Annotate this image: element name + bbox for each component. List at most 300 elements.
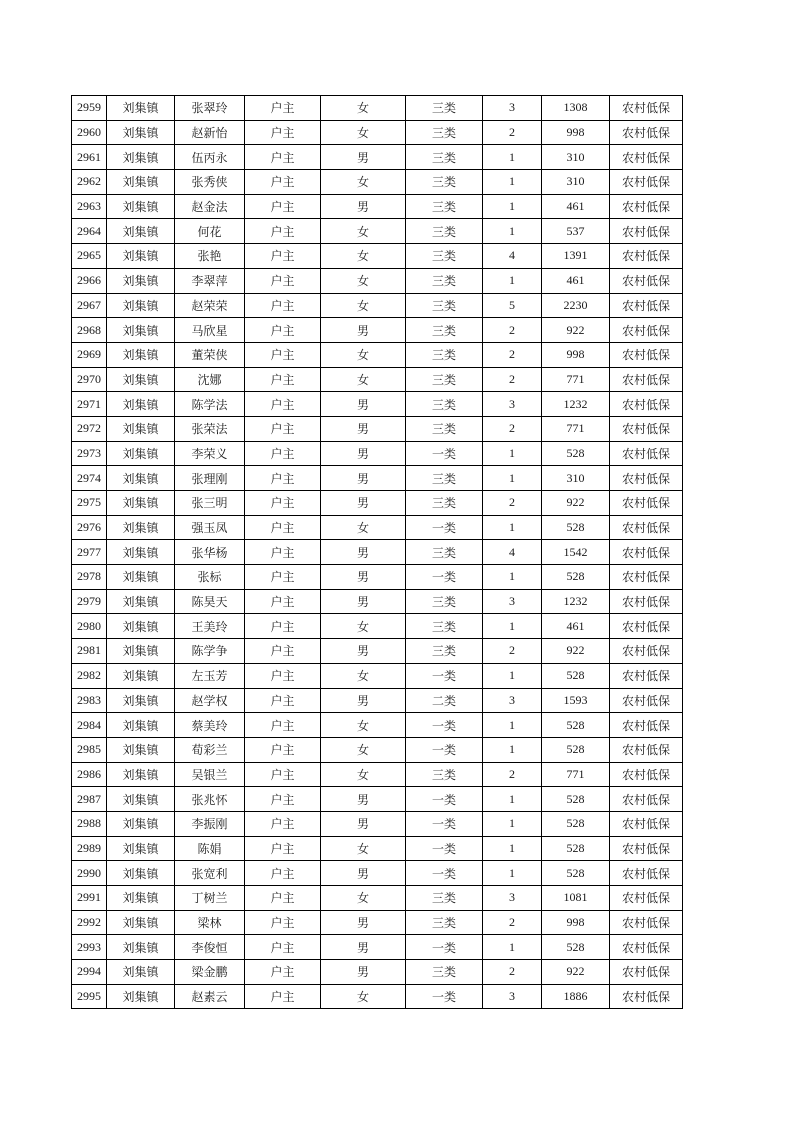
table-row — [72, 861, 683, 886]
cell-name: 吴银兰 — [175, 762, 245, 787]
cell-name: 张华杨 — [175, 540, 245, 565]
cell-aid-type: 农村低保 — [610, 219, 683, 244]
cell-town: 刘集镇 — [107, 910, 175, 935]
cell-name: 李荣义 — [175, 441, 245, 466]
cell-aid-type: 农村低保 — [610, 268, 683, 293]
cell-seq: 2982 — [72, 663, 107, 688]
cell-gender: 女 — [321, 515, 406, 540]
cell-name: 陈娟 — [175, 836, 245, 861]
cell-count: 2 — [483, 367, 542, 392]
table-row — [72, 466, 683, 491]
cell-town: 刘集镇 — [107, 589, 175, 614]
cell-category: 三类 — [406, 886, 483, 911]
cell-gender: 男 — [321, 540, 406, 565]
cell-amount: 528 — [542, 935, 610, 960]
cell-relation: 户主 — [245, 910, 321, 935]
cell-aid-type: 农村低保 — [610, 120, 683, 145]
cell-gender: 男 — [321, 194, 406, 219]
cell-town: 刘集镇 — [107, 540, 175, 565]
cell-count: 4 — [483, 540, 542, 565]
cell-gender: 女 — [321, 96, 406, 121]
cell-seq: 2983 — [72, 688, 107, 713]
cell-aid-type: 农村低保 — [610, 540, 683, 565]
cell-town: 刘集镇 — [107, 787, 175, 812]
cell-name: 张翠玲 — [175, 96, 245, 121]
cell-gender: 女 — [321, 342, 406, 367]
cell-name: 张兆怀 — [175, 787, 245, 812]
table-row — [72, 984, 683, 1009]
cell-town: 刘集镇 — [107, 688, 175, 713]
cell-relation: 户主 — [245, 540, 321, 565]
cell-aid-type: 农村低保 — [610, 984, 683, 1009]
cell-amount: 528 — [542, 441, 610, 466]
cell-category: 一类 — [406, 663, 483, 688]
cell-aid-type: 农村低保 — [610, 515, 683, 540]
cell-amount: 310 — [542, 170, 610, 195]
table-row — [72, 219, 683, 244]
cell-relation: 户主 — [245, 194, 321, 219]
cell-town: 刘集镇 — [107, 392, 175, 417]
cell-seq: 2990 — [72, 861, 107, 886]
cell-relation: 户主 — [245, 515, 321, 540]
cell-count: 2 — [483, 639, 542, 664]
cell-gender: 男 — [321, 688, 406, 713]
cell-aid-type: 农村低保 — [610, 713, 683, 738]
cell-count: 2 — [483, 416, 542, 441]
cell-count: 1 — [483, 663, 542, 688]
cell-gender: 女 — [321, 663, 406, 688]
cell-aid-type: 农村低保 — [610, 416, 683, 441]
cell-aid-type: 农村低保 — [610, 762, 683, 787]
table-row — [72, 293, 683, 318]
cell-category: 一类 — [406, 836, 483, 861]
cell-town: 刘集镇 — [107, 170, 175, 195]
cell-count: 2 — [483, 960, 542, 985]
cell-category: 三类 — [406, 540, 483, 565]
cell-amount: 1886 — [542, 984, 610, 1009]
cell-relation: 户主 — [245, 762, 321, 787]
cell-gender: 男 — [321, 910, 406, 935]
cell-town: 刘集镇 — [107, 515, 175, 540]
cell-aid-type: 农村低保 — [610, 145, 683, 170]
table-row — [72, 614, 683, 639]
cell-amount: 1232 — [542, 589, 610, 614]
cell-aid-type: 农村低保 — [610, 96, 683, 121]
cell-count: 3 — [483, 984, 542, 1009]
cell-amount: 461 — [542, 194, 610, 219]
cell-category: 三类 — [406, 614, 483, 639]
cell-gender: 女 — [321, 293, 406, 318]
cell-seq: 2989 — [72, 836, 107, 861]
cell-aid-type: 农村低保 — [610, 342, 683, 367]
cell-count: 1 — [483, 614, 542, 639]
cell-relation: 户主 — [245, 318, 321, 343]
cell-name: 梁金鹏 — [175, 960, 245, 985]
cell-category: 三类 — [406, 219, 483, 244]
cell-aid-type: 农村低保 — [610, 589, 683, 614]
cell-amount: 771 — [542, 762, 610, 787]
cell-amount: 1081 — [542, 886, 610, 911]
cell-category: 三类 — [406, 416, 483, 441]
cell-gender: 女 — [321, 367, 406, 392]
cell-category: 三类 — [406, 960, 483, 985]
cell-name: 张宽利 — [175, 861, 245, 886]
cell-count: 1 — [483, 466, 542, 491]
cell-seq: 2993 — [72, 935, 107, 960]
cell-count: 3 — [483, 96, 542, 121]
cell-amount: 922 — [542, 639, 610, 664]
cell-name: 陈学争 — [175, 639, 245, 664]
cell-name: 丁树兰 — [175, 886, 245, 911]
table-row — [72, 318, 683, 343]
cell-gender: 女 — [321, 836, 406, 861]
table-row — [72, 639, 683, 664]
cell-amount: 1593 — [542, 688, 610, 713]
cell-gender: 女 — [321, 614, 406, 639]
table-row — [72, 342, 683, 367]
cell-town: 刘集镇 — [107, 120, 175, 145]
table-row — [72, 441, 683, 466]
cell-amount: 528 — [542, 515, 610, 540]
cell-name: 王美玲 — [175, 614, 245, 639]
cell-seq: 2965 — [72, 244, 107, 269]
cell-aid-type: 农村低保 — [610, 614, 683, 639]
cell-aid-type: 农村低保 — [610, 910, 683, 935]
cell-gender: 男 — [321, 318, 406, 343]
cell-name: 赵新怡 — [175, 120, 245, 145]
cell-aid-type: 农村低保 — [610, 170, 683, 195]
cell-name: 李翠萍 — [175, 268, 245, 293]
table-row — [72, 367, 683, 392]
cell-town: 刘集镇 — [107, 811, 175, 836]
cell-relation: 户主 — [245, 145, 321, 170]
cell-category: 一类 — [406, 713, 483, 738]
cell-aid-type: 农村低保 — [610, 836, 683, 861]
cell-seq: 2973 — [72, 441, 107, 466]
cell-count: 1 — [483, 145, 542, 170]
cell-gender: 男 — [321, 960, 406, 985]
cell-aid-type: 农村低保 — [610, 441, 683, 466]
cell-relation: 户主 — [245, 737, 321, 762]
cell-amount: 528 — [542, 836, 610, 861]
cell-amount: 771 — [542, 416, 610, 441]
cell-relation: 户主 — [245, 836, 321, 861]
cell-relation: 户主 — [245, 219, 321, 244]
cell-gender: 男 — [321, 466, 406, 491]
cell-seq: 2969 — [72, 342, 107, 367]
cell-seq: 2970 — [72, 367, 107, 392]
cell-seq: 2968 — [72, 318, 107, 343]
cell-seq: 2992 — [72, 910, 107, 935]
cell-seq: 2978 — [72, 565, 107, 590]
cell-relation: 户主 — [245, 663, 321, 688]
cell-category: 一类 — [406, 565, 483, 590]
table-row — [72, 713, 683, 738]
cell-gender: 男 — [321, 787, 406, 812]
cell-amount: 922 — [542, 960, 610, 985]
cell-gender: 男 — [321, 639, 406, 664]
cell-town: 刘集镇 — [107, 713, 175, 738]
cell-gender: 男 — [321, 589, 406, 614]
cell-category: 三类 — [406, 145, 483, 170]
cell-category: 一类 — [406, 984, 483, 1009]
cell-seq: 2994 — [72, 960, 107, 985]
cell-gender: 男 — [321, 811, 406, 836]
cell-gender: 女 — [321, 737, 406, 762]
table-row — [72, 491, 683, 516]
cell-category: 二类 — [406, 688, 483, 713]
cell-count: 2 — [483, 342, 542, 367]
table-row — [72, 589, 683, 614]
cell-aid-type: 农村低保 — [610, 244, 683, 269]
cell-name: 张荣法 — [175, 416, 245, 441]
cell-amount: 461 — [542, 268, 610, 293]
cell-count: 1 — [483, 268, 542, 293]
cell-category: 一类 — [406, 787, 483, 812]
cell-town: 刘集镇 — [107, 318, 175, 343]
cell-town: 刘集镇 — [107, 737, 175, 762]
cell-name: 张标 — [175, 565, 245, 590]
cell-amount: 537 — [542, 219, 610, 244]
table-row — [72, 145, 683, 170]
cell-gender: 男 — [321, 392, 406, 417]
cell-name: 伍丙永 — [175, 145, 245, 170]
cell-category: 三类 — [406, 491, 483, 516]
cell-amount: 528 — [542, 861, 610, 886]
cell-aid-type: 农村低保 — [610, 663, 683, 688]
cell-relation: 户主 — [245, 861, 321, 886]
cell-count: 3 — [483, 392, 542, 417]
cell-amount: 528 — [542, 663, 610, 688]
cell-relation: 户主 — [245, 392, 321, 417]
cell-category: 一类 — [406, 811, 483, 836]
cell-seq: 2960 — [72, 120, 107, 145]
cell-relation: 户主 — [245, 787, 321, 812]
table-row — [72, 688, 683, 713]
cell-aid-type: 农村低保 — [610, 688, 683, 713]
cell-name: 赵学权 — [175, 688, 245, 713]
cell-count: 2 — [483, 318, 542, 343]
cell-name: 赵荣荣 — [175, 293, 245, 318]
cell-seq: 2962 — [72, 170, 107, 195]
cell-gender: 男 — [321, 565, 406, 590]
cell-town: 刘集镇 — [107, 491, 175, 516]
cell-gender: 男 — [321, 145, 406, 170]
cell-count: 1 — [483, 441, 542, 466]
cell-amount: 922 — [542, 491, 610, 516]
cell-relation: 户主 — [245, 441, 321, 466]
cell-gender: 女 — [321, 120, 406, 145]
cell-count: 1 — [483, 811, 542, 836]
cell-amount: 528 — [542, 565, 610, 590]
cell-amount: 528 — [542, 713, 610, 738]
cell-category: 三类 — [406, 762, 483, 787]
cell-town: 刘集镇 — [107, 466, 175, 491]
cell-seq: 2977 — [72, 540, 107, 565]
cell-name: 陈学法 — [175, 392, 245, 417]
table-row — [72, 787, 683, 812]
cell-seq: 2988 — [72, 811, 107, 836]
cell-aid-type: 农村低保 — [610, 367, 683, 392]
cell-relation: 户主 — [245, 935, 321, 960]
cell-relation: 户主 — [245, 120, 321, 145]
cell-aid-type: 农村低保 — [610, 811, 683, 836]
cell-gender: 女 — [321, 268, 406, 293]
cell-town: 刘集镇 — [107, 762, 175, 787]
cell-count: 1 — [483, 713, 542, 738]
cell-town: 刘集镇 — [107, 342, 175, 367]
table-row — [72, 416, 683, 441]
cell-town: 刘集镇 — [107, 145, 175, 170]
cell-count: 3 — [483, 688, 542, 713]
table-row — [72, 392, 683, 417]
cell-relation: 户主 — [245, 639, 321, 664]
cell-category: 三类 — [406, 910, 483, 935]
cell-name: 荀彩兰 — [175, 737, 245, 762]
cell-town: 刘集镇 — [107, 367, 175, 392]
cell-aid-type: 农村低保 — [610, 491, 683, 516]
cell-seq: 2972 — [72, 416, 107, 441]
cell-gender: 女 — [321, 170, 406, 195]
cell-seq: 2995 — [72, 984, 107, 1009]
cell-seq: 2985 — [72, 737, 107, 762]
table-row — [72, 935, 683, 960]
cell-relation: 户主 — [245, 416, 321, 441]
cell-category: 一类 — [406, 935, 483, 960]
cell-aid-type: 农村低保 — [610, 194, 683, 219]
cell-aid-type: 农村低保 — [610, 935, 683, 960]
table-row — [72, 120, 683, 145]
table-row — [72, 910, 683, 935]
cell-name: 陈昊天 — [175, 589, 245, 614]
table-row — [72, 811, 683, 836]
cell-category: 三类 — [406, 392, 483, 417]
cell-count: 2 — [483, 762, 542, 787]
table-row — [72, 960, 683, 985]
cell-name: 李俊恒 — [175, 935, 245, 960]
cell-aid-type: 农村低保 — [610, 861, 683, 886]
cell-category: 三类 — [406, 293, 483, 318]
cell-seq: 2961 — [72, 145, 107, 170]
cell-name: 张艳 — [175, 244, 245, 269]
table-row — [72, 244, 683, 269]
cell-category: 三类 — [406, 318, 483, 343]
cell-town: 刘集镇 — [107, 663, 175, 688]
cell-seq: 2959 — [72, 96, 107, 121]
cell-town: 刘集镇 — [107, 268, 175, 293]
cell-town: 刘集镇 — [107, 194, 175, 219]
cell-category: 一类 — [406, 441, 483, 466]
cell-category: 三类 — [406, 96, 483, 121]
table-row — [72, 762, 683, 787]
cell-relation: 户主 — [245, 244, 321, 269]
cell-aid-type: 农村低保 — [610, 886, 683, 911]
cell-category: 一类 — [406, 861, 483, 886]
cell-name: 马欣星 — [175, 318, 245, 343]
cell-gender: 女 — [321, 984, 406, 1009]
cell-gender: 男 — [321, 935, 406, 960]
table-row — [72, 886, 683, 911]
cell-amount: 998 — [542, 342, 610, 367]
cell-amount: 998 — [542, 120, 610, 145]
cell-category: 三类 — [406, 367, 483, 392]
cell-name: 李振刚 — [175, 811, 245, 836]
cell-amount: 1232 — [542, 392, 610, 417]
cell-name: 梁林 — [175, 910, 245, 935]
cell-gender: 女 — [321, 713, 406, 738]
table-row — [72, 96, 683, 121]
cell-count: 1 — [483, 836, 542, 861]
cell-aid-type: 农村低保 — [610, 960, 683, 985]
cell-seq: 2981 — [72, 639, 107, 664]
cell-amount: 1391 — [542, 244, 610, 269]
cell-name: 张三明 — [175, 491, 245, 516]
cell-category: 三类 — [406, 268, 483, 293]
cell-seq: 2964 — [72, 219, 107, 244]
cell-seq: 2976 — [72, 515, 107, 540]
cell-town: 刘集镇 — [107, 96, 175, 121]
cell-count: 1 — [483, 194, 542, 219]
cell-seq: 2980 — [72, 614, 107, 639]
cell-name: 何花 — [175, 219, 245, 244]
cell-seq: 2975 — [72, 491, 107, 516]
cell-seq: 2986 — [72, 762, 107, 787]
cell-seq: 2966 — [72, 268, 107, 293]
cell-seq: 2963 — [72, 194, 107, 219]
cell-count: 4 — [483, 244, 542, 269]
table-row — [72, 540, 683, 565]
cell-relation: 户主 — [245, 565, 321, 590]
records-table — [71, 95, 683, 1009]
cell-amount: 771 — [542, 367, 610, 392]
cell-gender: 男 — [321, 861, 406, 886]
table-row — [72, 565, 683, 590]
cell-relation: 户主 — [245, 589, 321, 614]
cell-name: 赵金法 — [175, 194, 245, 219]
cell-count: 1 — [483, 515, 542, 540]
cell-gender: 女 — [321, 244, 406, 269]
cell-amount: 461 — [542, 614, 610, 639]
cell-town: 刘集镇 — [107, 416, 175, 441]
cell-relation: 户主 — [245, 466, 321, 491]
table-row — [72, 170, 683, 195]
cell-aid-type: 农村低保 — [610, 737, 683, 762]
cell-town: 刘集镇 — [107, 639, 175, 664]
cell-category: 三类 — [406, 342, 483, 367]
cell-seq: 2987 — [72, 787, 107, 812]
cell-count: 1 — [483, 935, 542, 960]
cell-seq: 2974 — [72, 466, 107, 491]
cell-count: 1 — [483, 861, 542, 886]
cell-category: 三类 — [406, 639, 483, 664]
cell-relation: 户主 — [245, 713, 321, 738]
cell-relation: 户主 — [245, 96, 321, 121]
cell-amount: 922 — [542, 318, 610, 343]
cell-category: 三类 — [406, 170, 483, 195]
records-table-body — [72, 96, 683, 1009]
cell-relation: 户主 — [245, 984, 321, 1009]
cell-count: 1 — [483, 219, 542, 244]
cell-amount: 528 — [542, 737, 610, 762]
cell-amount: 1308 — [542, 96, 610, 121]
cell-relation: 户主 — [245, 342, 321, 367]
cell-category: 一类 — [406, 515, 483, 540]
cell-count: 3 — [483, 886, 542, 911]
cell-seq: 2984 — [72, 713, 107, 738]
cell-count: 2 — [483, 120, 542, 145]
cell-category: 三类 — [406, 589, 483, 614]
cell-name: 赵素云 — [175, 984, 245, 1009]
